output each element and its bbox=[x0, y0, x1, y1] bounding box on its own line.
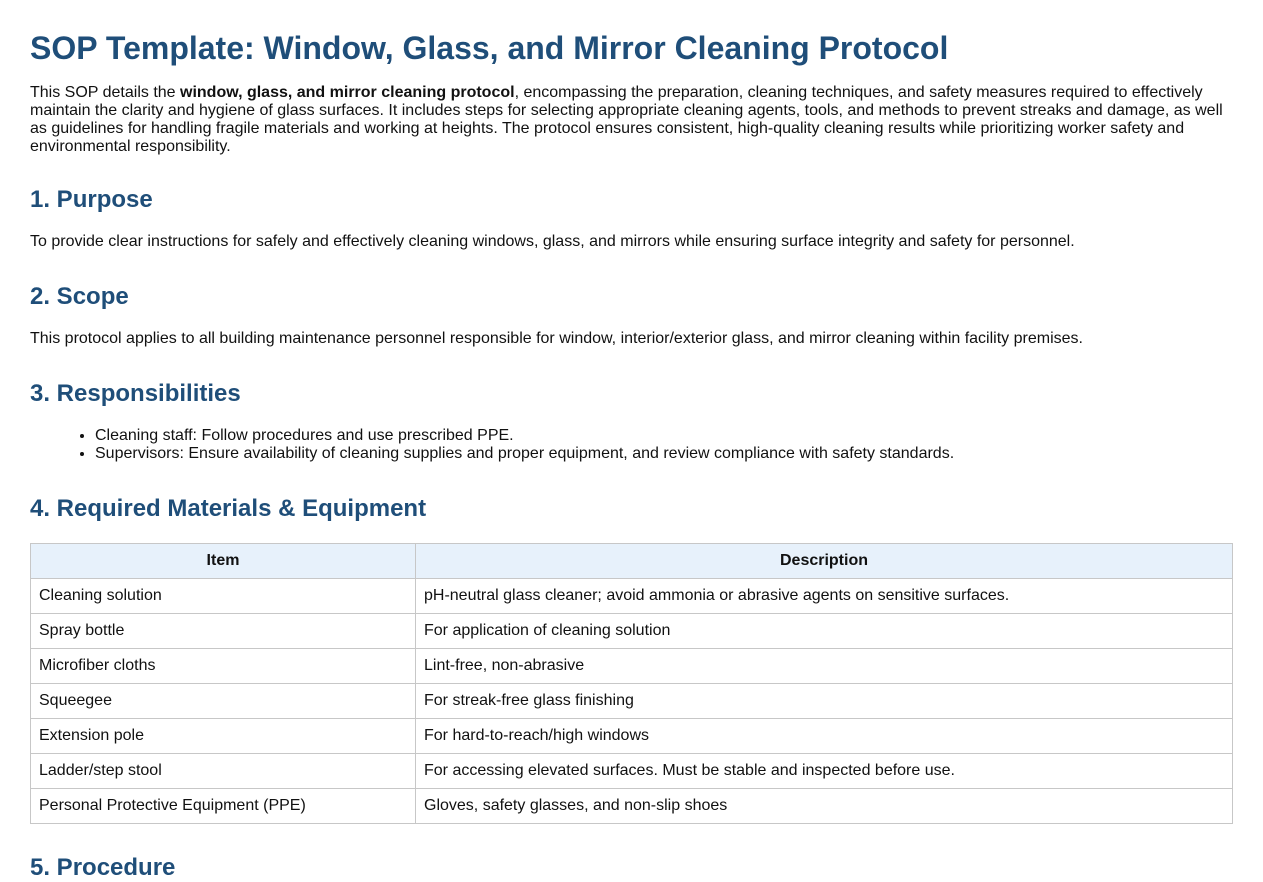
section-heading-responsibilities: 3. Responsibilities bbox=[30, 380, 241, 407]
table-row bbox=[31, 579, 1233, 614]
item-cell: Spray bottle bbox=[31, 614, 416, 649]
table-row bbox=[31, 649, 1233, 684]
table-row bbox=[31, 684, 1233, 719]
purpose-text: To provide clear instructions for safely and effectively cleaning windows, glass, and mirrors while ensuring surface integrity and safety for personnel. bbox=[30, 233, 1075, 250]
intro-prefix: This SOP details the bbox=[30, 84, 180, 101]
page-title: SOP Template: Window, Glass, and Mirror Cleaning Protocol bbox=[30, 30, 949, 66]
section-heading-purpose: 1. Purpose bbox=[30, 186, 153, 213]
intro-bold: window, glass, and mirror cleaning protocol bbox=[180, 84, 515, 101]
responsibilities-list bbox=[30, 427, 1233, 463]
intro-suffix: , encompassing the preparation, cleaning techniques, and safety measures required to effectively maintain the clarity and hygiene of glass surfaces. It includes steps for selecting appropriate cleaning agents, tools, and methods to prevent streaks and damage, as well as guidelines for handling fragile materials and working at heights. The protocol ensures consistent, high-quality cleaning results while prioritizing worker safety and environmental responsibility. bbox=[30, 84, 1223, 155]
materials-table bbox=[30, 543, 1233, 824]
item-cell: Ladder/step stool bbox=[31, 754, 416, 789]
table-row bbox=[31, 614, 1233, 649]
table-header-row bbox=[31, 544, 1233, 579]
description-cell: For hard-to-reach/high windows bbox=[416, 719, 1233, 754]
item-cell: Extension pole bbox=[31, 719, 416, 754]
scope-text: This protocol applies to all building maintenance personnel responsible for window, interior/exterior glass, and mirror cleaning within facility premises. bbox=[30, 330, 1083, 347]
section-heading-scope: 2. Scope bbox=[30, 283, 129, 310]
list-item: • Supervisors: Ensure availability of cleaning supplies and proper equipment, and review compliance with safety standards. bbox=[95, 445, 1233, 463]
item-cell: Personal Protective Equipment (PPE) bbox=[31, 789, 416, 824]
description-cell: pH-neutral glass cleaner; avoid ammonia or abrasive agents on sensitive surfaces. bbox=[416, 579, 1233, 614]
intro-paragraph bbox=[30, 84, 1233, 156]
table-row bbox=[31, 789, 1233, 824]
table-row bbox=[31, 719, 1233, 754]
description-cell: For application of cleaning solution bbox=[416, 614, 1233, 649]
description-cell: Lint-free, non-abrasive bbox=[416, 649, 1233, 684]
item-cell: Microfiber cloths bbox=[31, 649, 416, 684]
description-cell: Gloves, safety glasses, and non-slip shoes bbox=[416, 789, 1233, 824]
column-header-description: Description bbox=[416, 544, 1233, 579]
description-cell: For accessing elevated surfaces. Must be stable and inspected before use. bbox=[416, 754, 1233, 789]
list-item: • Cleaning staff: Follow procedures and use prescribed PPE. bbox=[95, 427, 1233, 445]
section-heading-materials: 4. Required Materials & Equipment bbox=[30, 495, 427, 522]
section-heading-procedure: 5. Procedure bbox=[30, 854, 176, 881]
description-cell: For streak-free glass finishing bbox=[416, 684, 1233, 719]
item-cell: Cleaning solution bbox=[31, 579, 416, 614]
table-row bbox=[31, 754, 1233, 789]
item-cell: Squeegee bbox=[31, 684, 416, 719]
column-header-item: Item bbox=[31, 544, 416, 579]
